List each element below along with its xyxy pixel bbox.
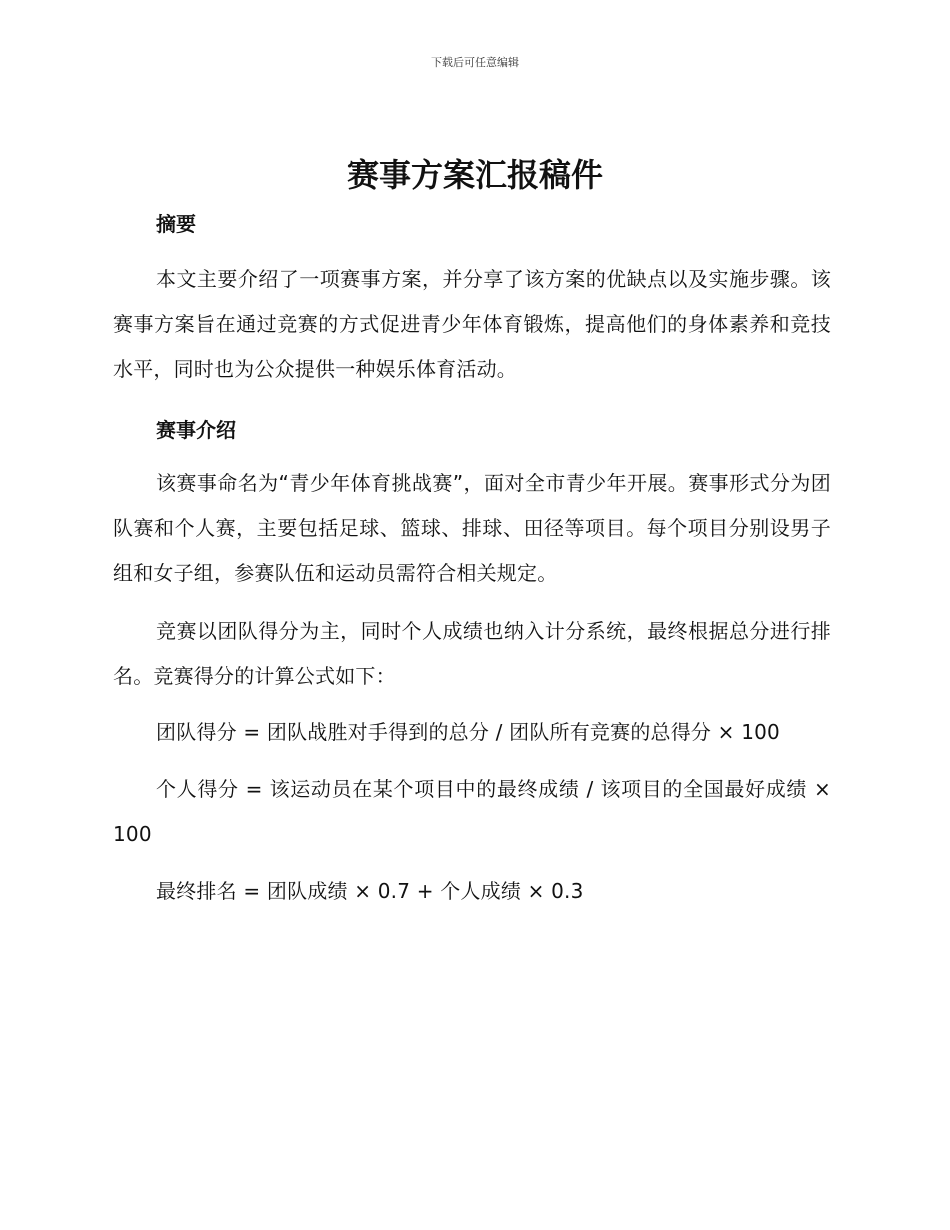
intro-paragraph-2: 竞赛以团队得分为主，同时个人成绩也纳入计分系统，最终根据总分进行排名。竞赛得分的计算公式如下： — [113, 619, 831, 688]
page-header-note: 下载后可任意编辑 — [431, 56, 519, 69]
intro-paragraph-1: 该赛事命名为“青少年体育挑战赛”，面对全市青少年开展。赛事形式分为团队赛和个人赛，主要包括足球、篮球、排球、田径等项目。每个项目分别设男子组和女子组，参赛队伍和运动员需符合相关规定。 — [113, 471, 831, 585]
section-heading-intro: 赛事介绍 — [156, 418, 236, 442]
formula-individual-score: 个人得分 = 该运动员在某个项目中的最终成绩 / 该项目的全国最好成绩 × 100 — [113, 777, 831, 846]
document-title: 赛事方案汇报稿件 — [346, 156, 603, 194]
abstract-paragraph: 本文主要介绍了一项赛事方案，并分享了该方案的优缺点以及实施步骤。该赛事方案旨在通过竞赛的方式促进青少年体育锻炼，提高他们的身体素养和竞技水平，同时也为公众提供一种娱乐体育活动。 — [113, 267, 831, 381]
section-heading-abstract: 摘要 — [156, 212, 196, 236]
formula-team-score: 团队得分 = 团队战胜对手得到的总分 / 团队所有竞赛的总得分 × 100 — [156, 720, 780, 744]
formula-final-ranking: 最终排名 = 团队成绩 × 0.7 + 个人成绩 × 0.3 — [156, 879, 584, 903]
